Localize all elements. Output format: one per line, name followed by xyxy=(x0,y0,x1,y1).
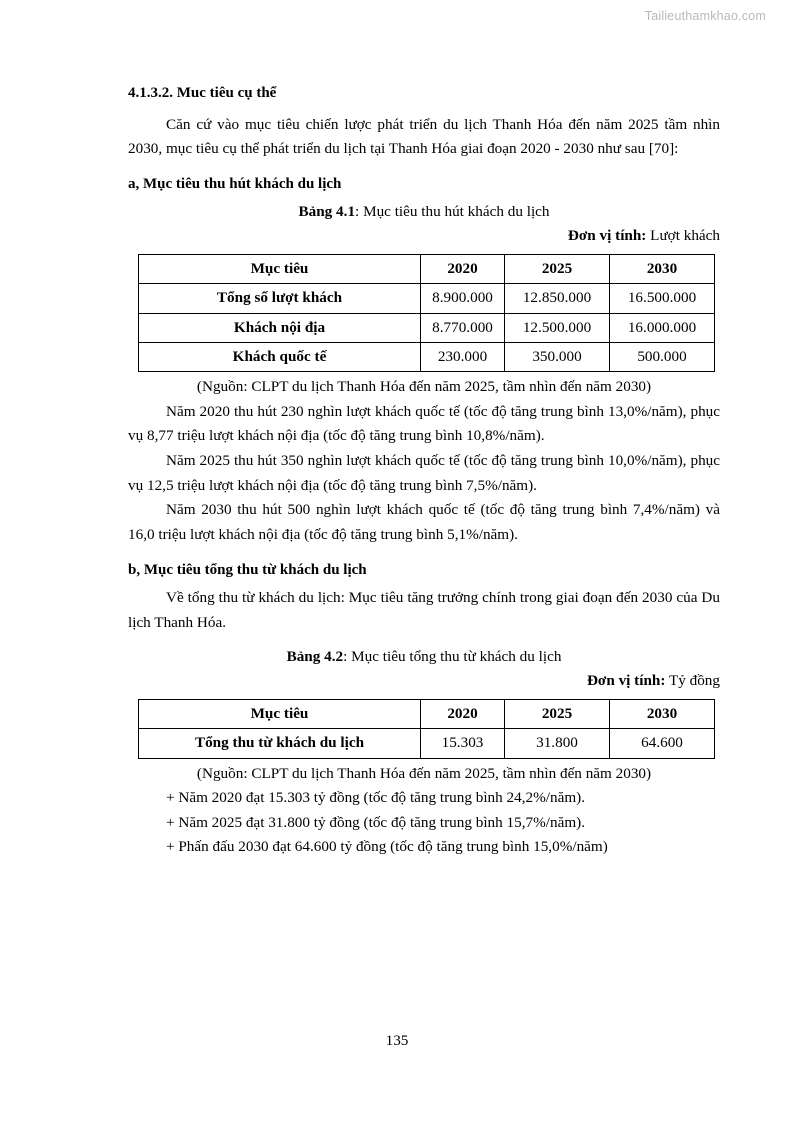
table-4-2-row-0-2030: 64.600 xyxy=(610,729,715,758)
table-row xyxy=(139,284,715,313)
subsection-a-paragraph-2: Năm 2025 thu hút 350 nghìn lượt khách quốc tế (tốc độ tăng trung bình 10,0%/năm), phục vụ 12,5 triệu lượt khách nội địa (tốc độ tăng trung bình 7,5%/năm). xyxy=(128,452,720,494)
table-4-2-header-2020: 2020 xyxy=(421,699,505,728)
table-4-1-header-2030: 2030 xyxy=(610,254,715,283)
document-content xyxy=(128,84,720,860)
table-4-1-row-1-2025: 12.500.000 xyxy=(505,313,610,342)
table-4-2-row-0-2020: 15.303 xyxy=(421,729,505,758)
table-4-1-row-0-label: Tổng số lượt khách xyxy=(139,284,421,313)
table-4-2-row-0-label: Tổng thu từ khách du lịch xyxy=(139,729,421,758)
table-4-1-row-2-2025: 350.000 xyxy=(505,343,610,372)
table-4-2-header-row xyxy=(139,699,715,728)
table-4-1 xyxy=(138,254,715,373)
table-4-1-row-2-2030: 500.000 xyxy=(610,343,715,372)
subsection-a-paragraph-1: Năm 2020 thu hút 230 nghìn lượt khách quốc tế (tốc độ tăng trung bình 13,0%/năm), phục vụ 8,77 triệu lượt khách nội địa (tốc độ tăng trung bình 10,8%/năm). xyxy=(128,402,720,445)
subsection-b-intro-paragraph: Về tổng thu từ khách du lịch: Mục tiêu tăng trưởng chính trong giai đoạn đến 2030 của Du lịch Thanh Hóa. xyxy=(128,589,720,631)
table-4-2-unit-label: Đơn vị tính: xyxy=(586,671,666,689)
table-4-2-header-objective: Mục tiêu xyxy=(139,699,421,728)
watermark-text: Tailieuthamkhao.com xyxy=(644,9,766,23)
subsection-b-bullet-1: + Năm 2020 đạt 15.303 tỷ đồng (tốc độ tăng trung bình 24,2%/năm). xyxy=(166,788,585,806)
table-4-1-unit-line xyxy=(128,225,720,248)
table-4-1-header-2025: 2025 xyxy=(505,254,610,283)
subsection-a-heading: a, Mục tiêu thu hút khách du lịch xyxy=(128,175,342,192)
table-4-1-row-0-2025: 12.850.000 xyxy=(505,284,610,313)
table-4-1-unit-label: Đơn vị tính: xyxy=(567,226,647,244)
subsection-a-paragraph-3: Năm 2030 thu hút 500 nghìn lượt khách quốc tế (tốc độ tăng trung bình 7,4%/năm) và 16,0 triệu lượt khách nội địa (tốc độ tăng trung bình 5,1%/năm). xyxy=(128,501,720,543)
table-4-1-unit-value: Lượt khách xyxy=(650,226,720,244)
spacer xyxy=(128,635,720,641)
table-4-1-row-1-2030: 16.000.000 xyxy=(610,313,715,342)
table-4-1-caption xyxy=(128,200,720,224)
table-row xyxy=(139,313,715,342)
page-number: 135 xyxy=(385,1032,409,1049)
table-4-1-caption-label: Bảng 4.1 xyxy=(298,203,356,221)
table-4-1-header-objective: Mục tiêu xyxy=(139,254,421,283)
table-4-2-header-2025: 2025 xyxy=(505,699,610,728)
table-4-1-row-2-label: Khách quốc tế xyxy=(139,343,421,372)
table-4-2-caption-text: : Mục tiêu tổng thu từ khách du lịch xyxy=(343,648,562,666)
subsection-b-bullet-3: + Phấn đấu 2030 đạt 64.600 tỷ đồng (tốc độ tăng trung bình 15,0%/năm) xyxy=(166,838,608,856)
table-4-1-header-row xyxy=(139,254,715,283)
table-4-2-row-0-2025: 31.800 xyxy=(505,729,610,758)
table-4-2 xyxy=(138,699,715,759)
table-4-1-row-0-2030: 16.500.000 xyxy=(610,284,715,313)
table-4-2-caption xyxy=(128,645,720,669)
table-4-1-header-2020: 2020 xyxy=(421,254,505,283)
table-4-1-caption-text: : Mục tiêu thu hút khách du lịch xyxy=(355,203,550,221)
table-4-2-source: (Nguồn: CLPT du lịch Thanh Hóa đến năm 2025, tầm nhìn đến năm 2030) xyxy=(196,764,652,782)
table-row xyxy=(139,729,715,758)
table-4-1-row-2-2020: 230.000 xyxy=(421,343,505,372)
table-4-2-header-2030: 2030 xyxy=(610,699,715,728)
table-4-1-row-1-label: Khách nội địa xyxy=(139,313,421,342)
table-4-1-row-1-2020: 8.770.000 xyxy=(421,313,505,342)
table-4-2-unit-value: Tỷ đồng xyxy=(668,671,720,689)
section-intro-paragraph: Căn cứ vào mục tiêu chiến lược phát triển du lịch Thanh Hóa đến năm 2025 tầm nhìn 2030, mục tiêu cụ thể phát triển du lịch tại Thanh Hóa giai đoạn 2020 - 2030 như sau [70]: xyxy=(128,115,720,158)
subsection-b-heading: b, Mục tiêu tổng thu từ khách du lịch xyxy=(128,561,367,578)
table-4-1-source: (Nguồn: CLPT du lịch Thanh Hóa đến năm 2025, tầm nhìn đến năm 2030) xyxy=(196,378,652,396)
table-4-1-row-0-2020: 8.900.000 xyxy=(421,284,505,313)
section-heading-4132: 4.1.3.2. Muc tiêu cụ thể xyxy=(128,85,277,101)
table-row xyxy=(139,343,715,372)
subsection-b-bullet-2: + Năm 2025 đạt 31.800 tỷ đồng (tốc độ tăng trung bình 15,7%/năm). xyxy=(166,813,585,831)
table-4-2-caption-label: Bảng 4.2 xyxy=(286,648,344,666)
table-4-2-unit-line xyxy=(128,670,720,693)
